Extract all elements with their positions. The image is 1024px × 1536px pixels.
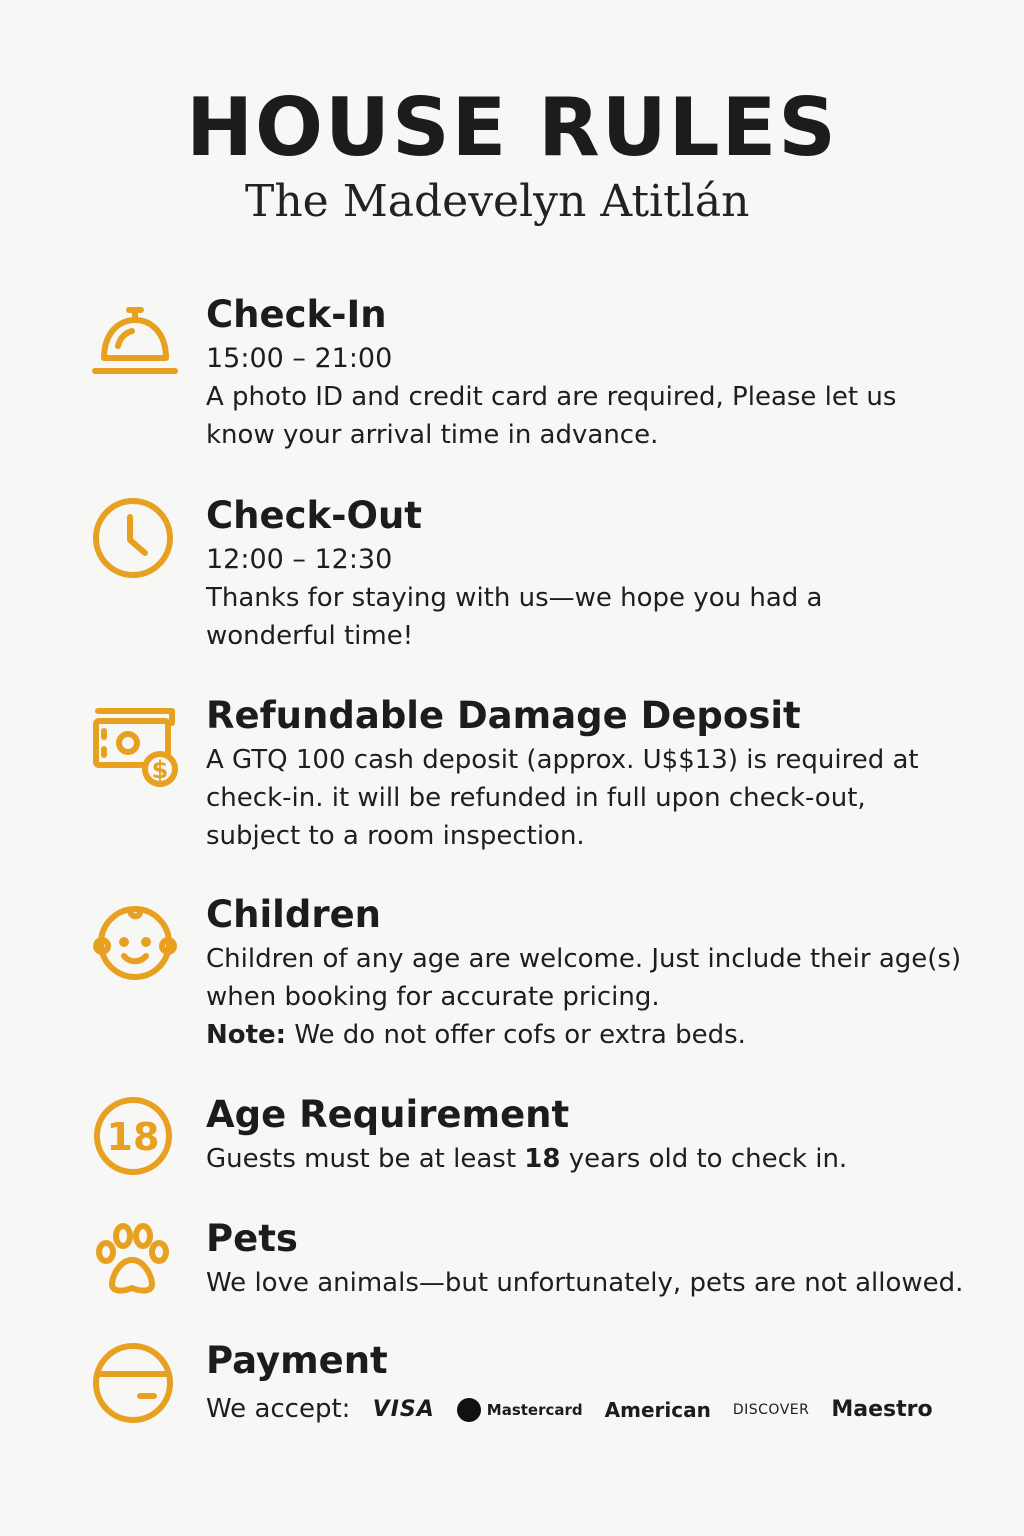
age-text-after: years old to check in. xyxy=(560,1144,848,1174)
children-note xyxy=(206,1016,984,1054)
card-logos xyxy=(373,1391,933,1429)
age-title: Age Requirement xyxy=(206,1093,570,1136)
children-text-1: Children of any age are welcome. Just include their age(s) xyxy=(206,944,962,974)
page-title: HOUSE RULES xyxy=(186,81,838,174)
baby-face-icon xyxy=(90,896,180,986)
pets-text: We love animals—but unfortunately, pets are not allowed. xyxy=(206,1268,964,1298)
check-in-time: 15:00 – 21:00 xyxy=(206,343,393,374)
check-out-text-2: wonderful time! xyxy=(206,621,414,651)
age-text xyxy=(206,1140,984,1178)
age-text-before: Guests must be at least xyxy=(206,1144,525,1174)
visa-logo: VISA xyxy=(372,1396,435,1422)
deposit-title: Refundable Damage Deposit xyxy=(206,694,801,737)
mastercard-circle-icon xyxy=(457,1398,481,1422)
deposit-text-1: A GTQ 100 cash deposit (approx. U$$13) is required at xyxy=(206,745,919,775)
american-express-logo: American xyxy=(604,1397,711,1422)
age-18-icon xyxy=(90,1092,180,1182)
discover-logo: DISCOVER xyxy=(732,1401,810,1418)
check-in-title: Check-In xyxy=(206,293,387,336)
payment-accept-label: We accept: xyxy=(206,1394,351,1424)
credit-card-icon xyxy=(90,1338,180,1428)
children-title: Children xyxy=(206,893,382,936)
service-bell-icon xyxy=(90,296,180,386)
children-text-2: when booking for accurate pricing. xyxy=(206,982,660,1012)
property-name: The Madevelyn Atitlán xyxy=(245,176,750,227)
children-note-text: We do not offer cofs or extra beds. xyxy=(286,1020,746,1050)
payment-methods xyxy=(206,1390,984,1429)
pets-title: Pets xyxy=(206,1217,298,1260)
mastercard-label: Mastercard xyxy=(486,1400,583,1419)
deposit-text-2: check-in. it will be refunded in full upon check-out, xyxy=(206,783,866,813)
maestro-logo: Maestro xyxy=(831,1396,933,1422)
check-in-text-1: A photo ID and credit card are required, Please let us xyxy=(206,382,897,412)
children-note-label: Note: xyxy=(206,1020,287,1050)
mastercard-logo xyxy=(457,1391,583,1429)
svg-text:$: $ xyxy=(151,756,169,784)
cash-deposit-icon xyxy=(90,699,180,789)
deposit-text-3: subject to a room inspection. xyxy=(206,821,585,851)
age-value: 18 xyxy=(524,1144,561,1174)
check-out-title: Check-Out xyxy=(206,494,422,537)
check-out-text-1: Thanks for staying with us—we hope you had a xyxy=(206,583,823,613)
payment-title: Payment xyxy=(206,1339,388,1382)
age-icon-label: 18 xyxy=(106,1115,160,1159)
paw-icon xyxy=(90,1216,180,1306)
check-out-time: 12:00 – 12:30 xyxy=(206,544,393,575)
check-in-text-2: know your arrival time in advance. xyxy=(206,420,659,450)
clock-icon xyxy=(90,495,180,585)
